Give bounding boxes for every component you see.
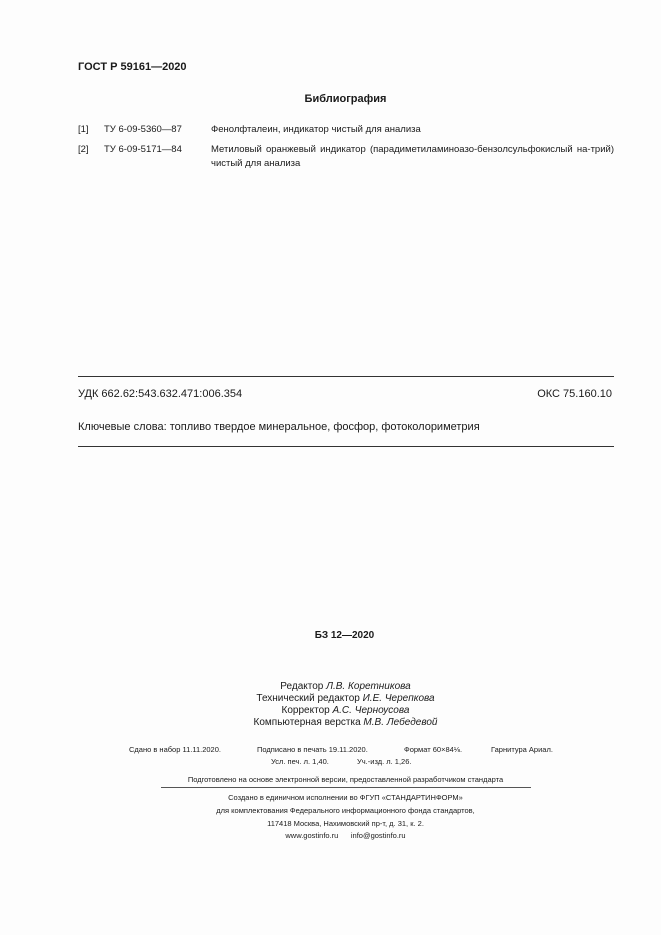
imprint-site: www.gostinfo.ru	[285, 831, 339, 840]
print-typeface: Гарнитура Ариал.	[491, 745, 553, 754]
credit-editor-name: Л.В. Коретникова	[326, 681, 411, 692]
imprint-line-3: 117418 Москва, Нахимовский пр-т, д. 31, к. 2.	[267, 819, 424, 828]
divider-bottom	[78, 446, 614, 447]
print-sent-to-set: Сдано в набор 11.11.2020.	[129, 745, 221, 754]
bibliography-title: Библиография	[304, 93, 387, 105]
credit-layout-role: Компьютерная верстка	[253, 717, 361, 728]
credit-editor-role: Редактор	[280, 681, 324, 692]
credit-layout	[15, 717, 661, 728]
credit-tech-editor-role: Технический редактор	[256, 693, 360, 704]
document-code: ГОСТ Р 59161—2020	[78, 61, 187, 73]
bib-entry-1-num: [1]	[78, 124, 89, 135]
bib-entry-2-num: [2]	[78, 144, 89, 155]
imprint-line-1: Создано в единичном исполнении во ФГУП «СТАНДАРТИНФОРМ»	[228, 793, 463, 802]
bib-entry-2-text: Метиловый оранжевый индикатор (парадиметиламиноазо-бензолсульфокислый на-трий) чистый для анализа	[211, 144, 614, 169]
divider-imprint	[161, 787, 531, 788]
credit-corrector-name: А.С. Черноусова	[332, 705, 410, 716]
imprint-contacts	[15, 829, 661, 842]
print-signed: Подписано в печать 19.11.2020.	[257, 745, 368, 754]
imprint-email: info@gostinfo.ru	[350, 831, 406, 840]
bib-entry-2-code: ТУ 6-09-5171—84	[104, 144, 182, 155]
prepared-note: Подготовлено на основе электронной версии, предоставленной разработчиком стандарта	[187, 775, 504, 784]
print-format: Формат 60×84⅛.	[404, 745, 463, 754]
print-sheets: Усл. печ. л. 1,40.	[271, 757, 329, 766]
bz-number: БЗ 12—2020	[314, 630, 375, 641]
credit-editor	[15, 681, 661, 692]
credit-tech-editor-name: И.Е. Черепкова	[362, 693, 435, 704]
bib-entry-1-text: Фенолфталеин, индикатор чистый для анализа	[211, 124, 421, 135]
oks-code: ОКС 75.160.10	[537, 388, 612, 400]
credit-layout-name: М.В. Лебедевой	[363, 717, 438, 728]
credit-corrector-role: Корректор	[281, 705, 330, 716]
credit-tech-editor	[15, 693, 661, 704]
keywords: Ключевые слова: топливо твердое минеральное, фосфор, фотоколориметрия	[78, 421, 480, 433]
publ-sheets: Уч.-изд. л. 1,26.	[357, 757, 412, 766]
bib-entry-1-code: ТУ 6-09-5360—87	[104, 124, 182, 135]
divider-top	[78, 376, 614, 377]
udk-code: УДК 662.62:543.632.471:006.354	[78, 388, 243, 400]
imprint-line-2: для комплектования Федерального информационного фонда стандартов,	[216, 806, 475, 815]
credit-corrector	[15, 705, 661, 716]
